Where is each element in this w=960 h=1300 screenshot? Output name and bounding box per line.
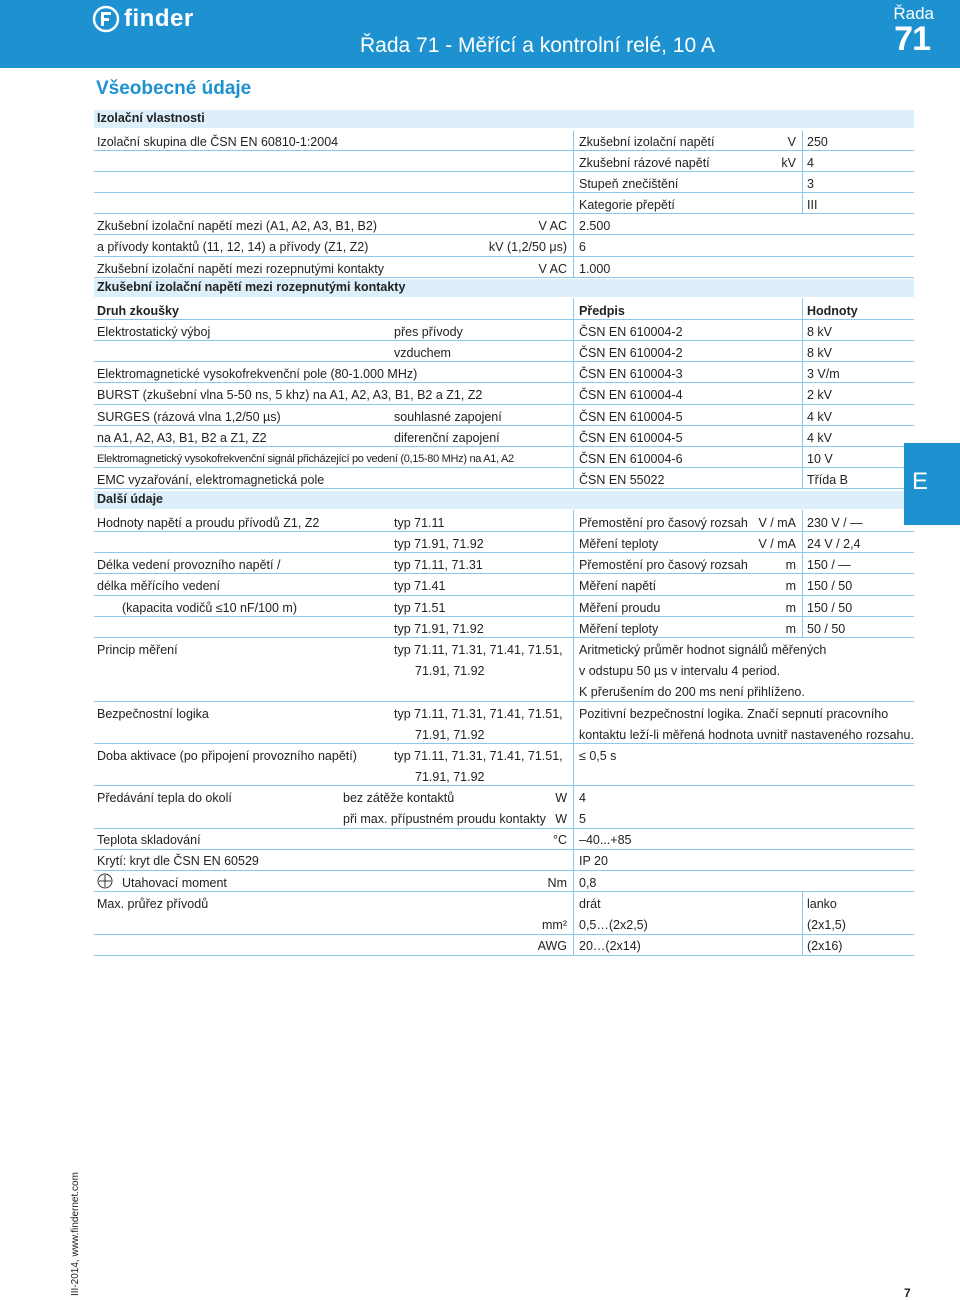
emc-row-method: vzduchem [394,346,451,360]
left-row-unit: V AC [538,219,567,233]
length-desc: Měření teploty [579,622,659,636]
emc-row-standard: ČSN EN 610004-2 [579,346,683,360]
emc-row-method: souhlasné zapojení [394,410,502,424]
supply-value: 230 V / — [807,516,863,530]
header-bar [0,0,960,68]
torque-value: 0,8 [579,876,597,890]
emc-row-method: přes přívody [394,325,463,339]
wire-label: Max. průřez přívodů [97,897,209,911]
emc-row-standard: ČSN EN 610004-5 [579,410,683,424]
length-desc: Měření proudu [579,601,661,615]
emc-row-value: Třída B [807,473,848,487]
left-row-unit: kV (1,2/50 μs) [488,240,567,254]
storage-label: Teplota skladování [97,833,201,847]
activation-value: ≤ 0,5 s [579,749,617,763]
heat-unit: W [555,812,567,826]
emc-row-method: diferenční zapojení [394,431,500,445]
supply-label: Hodnoty napětí a proudu přívodů Z1, Z2 [97,516,320,530]
supply-unit: V / mA [758,537,796,551]
emc-bar: Zkušební izolační napětí mezi rozepnutými kontakty [94,279,914,297]
emc-row-type: Elektrostatický výboj [97,325,211,339]
wire-col-stranded: lanko [807,897,837,911]
right-row-label: Zkušební izolační napětí [579,135,715,149]
emc-row-standard: ČSN EN 610004-4 [579,388,683,402]
activation-label: Doba aktivace (po připojení provozního napětí) [97,749,357,763]
emc-row-value: 4 kV [807,410,833,424]
length-desc: Měření napětí [579,579,657,593]
length-value: 150 / 50 [807,579,853,593]
length-unit: m [785,601,796,615]
emc-row-type: Elektromagnetické vysokofrekvenční pole (80-1.000 MHz) [97,367,418,381]
length-value: 150 / — [807,558,851,572]
emc-row-standard: ČSN EN 610004-3 [579,367,683,381]
right-row-value: 4 [807,156,814,170]
footer-side-text: III-2014, www.findernet.com [70,1172,81,1296]
emc-row-type: EMC vyzařování, elektromagnetická pole [97,473,325,487]
length-unit: m [785,558,796,572]
finder-logo[interactable] [92,4,194,34]
emc-header-type: Druh zkoušky [97,304,179,318]
length-label: délka měřícího vedení [97,579,220,593]
wire-awg-stranded: (2x16) [807,939,843,953]
right-row-unit: kV [781,156,796,170]
supply-value: 24 V / 2,4 [807,537,861,551]
principle-text: K přerušením do 200 ms není přihlíženo. [579,685,805,699]
length-type: typ 71.91, 71.92 [394,622,484,636]
insulation-group-label: Izolační skupina dle ČSN EN 60810-1:2004 [97,135,339,149]
emc-row-type: SURGES (rázová vlna 1,2/50 µs) [97,410,281,424]
wire-awg-unit: AWG [537,939,567,953]
storage-unit: °C [552,833,567,847]
length-unit: m [785,579,796,593]
logo-text: finder [124,5,194,32]
safety-type: 71.91, 71.92 [415,728,485,742]
safety-text: kontaktu leží-li měřená hodnota uvnitř nastaveného rozsahu. [579,728,914,742]
supply-desc: Měření teploty [579,537,659,551]
series-label: Řada [893,4,934,23]
supply-type: typ 71.91, 71.92 [394,537,484,551]
length-label: Délka vedení provozního napětí / [97,558,281,572]
page-title: Řada 71 - Měřící a kontrolní relé, 10 A [360,34,715,57]
left-row-unit: V AC [538,262,567,276]
right-row-value: III [807,198,818,212]
left-row-label: Zkušební izolační napětí mezi (A1, A2, A3, B1, B2) [97,219,378,233]
section-title: Všeobecné údaje [96,78,252,99]
emc-row-type: BURST (zkušební vlna 5-50 ns, 5 khz) na A1, A2, A3, B1, B2 a Z1, Z2 [97,388,483,402]
heat-value: 4 [579,791,586,805]
emc-row-value: 8 kV [807,325,833,339]
wire-awg-solid: 20…(2x14) [579,939,641,953]
wire-mm-solid: 0,5…(2x2,5) [579,918,648,932]
length-type: typ 71.41 [394,579,446,593]
left-row-value: 6 [579,240,586,254]
emc-header-value: Hodnoty [807,304,858,318]
length-value: 50 / 50 [807,622,846,636]
left-row-value: 2.500 [579,219,611,233]
heat-label: Předávání tepla do okolí [97,791,232,805]
length-value: 150 / 50 [807,601,853,615]
torque-unit: Nm [547,876,567,890]
principle-type: typ 71.11, 71.31, 71.41, 71.51, [394,643,563,657]
storage-value: –40...+85 [579,833,632,847]
principle-label: Princip měření [97,643,178,657]
series-number: 71 [894,20,930,58]
right-row-value: 250 [807,135,828,149]
length-type: typ 71.51 [394,601,446,615]
safety-type: typ 71.11, 71.31, 71.41, 71.51, [394,707,563,721]
heat-value: 5 [579,812,586,826]
safety-text: Pozitivní bezpečnostní logika. Značí sepnutí pracovního [579,707,889,721]
page-number: 7 [904,1286,911,1300]
length-desc: Přemostění pro časový rozsah [579,558,748,572]
left-row-label: a přívody kontaktů (11, 12, 14) a přívody (Z1, Z2) [97,240,369,254]
emc-row-standard: ČSN EN 55022 [579,473,665,487]
right-row-value: 3 [807,177,814,191]
length-unit: m [785,622,796,636]
emc-row-standard: ČSN EN 610004-5 [579,431,683,445]
supply-type: typ 71.11 [394,516,445,530]
emc-row-value: 8 kV [807,346,833,360]
emc-row-type: Elektromagnetický vysokofrekvenční signál přicházející po vedení (0,15-80 MHz) na A1, A2 [97,453,514,465]
activation-type: typ 71.11, 71.31, 71.41, 71.51, [394,749,563,763]
emc-row-value: 3 V/m [807,367,840,381]
torque-label: Utahovací moment [122,876,227,890]
emc-header-standard: Předpis [579,304,625,318]
left-row-value: 1.000 [579,262,611,276]
length-type: typ 71.11, 71.31 [394,558,483,572]
other-bar: Další údaje [94,491,914,509]
wire-col-solid: drát [579,897,601,911]
length-label: (kapacita vodičů ≤10 nF/100 m) [122,601,297,615]
supply-unit: V / mA [758,516,796,530]
right-row-label: Zkušební rázové napětí [579,156,710,170]
heat-condition: při max. přípustném proudu kontakty [343,812,546,826]
right-row-label: Kategorie přepětí [579,198,675,212]
emc-row-value: 10 V [807,452,833,466]
principle-text: Aritmetický průměr hodnot signálů měřených [579,643,827,657]
finder-logo-icon [92,5,120,33]
wire-mm-stranded: (2x1,5) [807,918,846,932]
emc-row-standard: ČSN EN 610004-6 [579,452,683,466]
wire-mm-unit: mm² [542,918,567,932]
ip-value: IP 20 [579,854,608,868]
supply-desc: Přemostění pro časový rozsah [579,516,748,530]
principle-text: v odstupu 50 µs v intervalu 4 period. [579,664,781,678]
insulation-bar: Izolační vlastnosti [94,110,914,128]
chapter-tab[interactable]: E [904,443,960,525]
right-row-label: Stupeň znečištění [579,177,679,191]
left-row-label: Zkušební izolační napětí mezi rozepnutými kontakty [97,262,384,276]
activation-type: 71.91, 71.92 [415,770,485,784]
right-row-unit: V [787,135,796,149]
heat-condition: bez zátěže kontaktů [343,791,455,805]
heat-unit: W [555,791,567,805]
emc-row-standard: ČSN EN 610004-2 [579,325,683,339]
screw-icon [97,873,113,889]
principle-type: 71.91, 71.92 [415,664,485,678]
emc-row-type: na A1, A2, A3, B1, B2 a Z1, Z2 [97,431,267,445]
safety-label: Bezpečnostní logika [97,707,209,721]
ip-label: Krytí: kryt dle ČSN EN 60529 [97,854,259,868]
emc-row-value: 2 kV [807,388,833,402]
emc-row-value: 4 kV [807,431,833,445]
